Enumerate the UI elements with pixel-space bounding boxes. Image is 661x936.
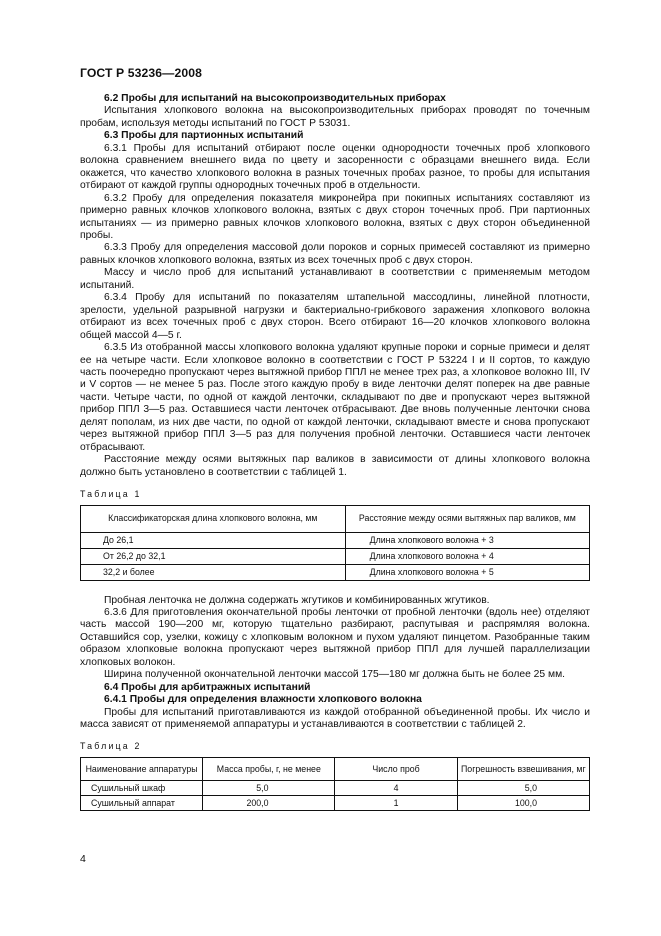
table-header-row [81, 505, 590, 532]
paragraph-6-3-6: 6.3.6 Для приготовления окончательной пробы ленточки от пробной ленточки (вдоль нее) отделяют часть массой 190—200 мг, которую тщательно разбирают, распутывая и распрямляя волокна. Оставшийся сор, узелки, кожицу с хлопковым волокном и пухом удаляют пинцетом. Разобранные таким образом хлопковые волокна пропускают через вытяжной прибор ППЛ для лучшей параллелизации хлопковых волокон. [80, 606, 590, 668]
paragraph: Испытания хлопкового волокна на высокопроизводительных приборах проводят по точечным пробам, используя методы испытаний по ГОСТ Р 53031. [80, 105, 590, 129]
paragraph-6-3-4: 6.3.4 Пробу для испытаний по показателям штапельной массодлины, линейной плотности, зрелости, удельной разрывной нагрузки и бактериально-грибкового заражения хлопкового волокна отбирают из всех точечных проб с двух сторон. Всего отбирают 16—20 клочков хлопкового волокна общей массой 4—5 г. [80, 292, 590, 341]
paragraph-6-3-5: 6.3.5 Из отобранной массы хлопкового волокна удаляют крупные пороки и сорные примеси и делят ее на четыре части. Если хлопковое волокно в соответствии с ГОСТ Р 53224 I и II сортов, то каждую часть поочередно пропускают через вытяжной прибор ППЛ не менее трех раз, а хлопковое волокно III, IV и V сортов — не менее 5 раз. После этого каждую пробу в виде ленточки делят поперек на две равные части. Четыре части, по одной от каждой ленточки, складывают по две и пропускают через вытяжной прибор ППЛ 3—5 раз. Оставшиеся части ленточек отбрасывают. Две вновь полученные ленточки снова делят пополам, из них две части, по одной от каждой ленточки, складывают вместе и снова пропускают через вытяжной прибор ППЛ 3—5 раз для получения пробной ленточки. Оставшиеся части ленточек отбрасывают. [80, 342, 590, 453]
table-row [81, 795, 590, 810]
table-cell: Длина хлопкового волокна + 3 [345, 532, 589, 548]
table-1-caption: Таблица 1 [80, 489, 142, 500]
table-cell: 1 [335, 795, 457, 810]
table-2 [80, 757, 590, 811]
table-cell: 32,2 и более [81, 564, 346, 580]
table-row [81, 780, 590, 795]
table-cell: 5,0 [457, 780, 589, 795]
document-code-header: ГОСТ Р 53236—2008 [80, 66, 202, 80]
table-header-cell: Масса пробы, г, не менее [203, 757, 335, 780]
paragraph-6-3-1: 6.3.1 Пробы для испытаний отбирают после оценки однородности точечных проб хлопкового волокна сравнением внешнего вида по цвету и засоренности с образцами внешнего вида. Если окажется, что качество хлопкового волокна в разных точечных пробах разное, то пробы для испытания отбирают от каждой группы однородных точечных проб в отдельности. [80, 142, 590, 192]
table-2-caption: Таблица 2 [80, 741, 142, 752]
table-header-cell: Классификаторская длина хлопкового волокна, мм [81, 505, 346, 532]
table-cell: Сушильный шкаф [81, 780, 203, 795]
paragraph: Пробы для испытаний приготавливаются из каждой отобранной объединенной пробы. Их число и масса зависят от применяемой аппаратуры и устанавливаются в соответствии с таблицей 2. [80, 706, 590, 731]
page-number: 4 [80, 853, 86, 865]
table-row [81, 548, 590, 564]
table-cell: 100,0 [457, 795, 589, 810]
paragraph: Массу и число проб для испытаний устанавливают в соответствии с применяемым методом испытаний. [80, 267, 590, 291]
paragraph: Пробная ленточка не должна содержать жгутиков и комбинированных жгутиков. [104, 594, 490, 606]
table-cell: 5,0 [203, 780, 335, 795]
paragraph: Расстояние между осями вытяжных пар валиков в зависимости от длины хлопкового волокна должно быть установлено в соответствии с таблицей 1. [80, 454, 590, 478]
section-6-4-heading: 6.4 Пробы для арбитражных испытаний [104, 681, 311, 693]
table-1 [80, 505, 590, 581]
table-row [81, 532, 590, 548]
paragraph-6-3-3: 6.3.3 Пробу для определения массовой доли пороков и сорных примесей составляют из примерно равных клочков хлопкового волокна, взятых из всех точечных проб с двух сторон. [80, 242, 590, 266]
table-cell: 4 [335, 780, 457, 795]
table-header-cell: Число проб [335, 757, 457, 780]
paragraph-6-3-2: 6.3.2 Пробу для определения показателя микронейра при покипных испытаниях составляют из примерно равных клочков хлопкового волокна, взятых с двух сторон точечных проб. При партионных испытаниях — из примерно равных клочков хлопкового волокна, взятых с двух сторон объединенной пробы. [80, 192, 590, 241]
table-cell: От 26,2 до 32,1 [81, 548, 346, 564]
section-6-3-heading: 6.3 Пробы для партионных испытаний [104, 130, 304, 142]
table-cell: Длина хлопкового волокна + 5 [345, 564, 589, 580]
table-cell: Сушильный аппарат [81, 795, 203, 810]
table-header-row [81, 757, 590, 780]
table-row [81, 564, 590, 580]
table-cell: 200,0 [203, 795, 335, 810]
table-cell: До 26,1 [81, 532, 346, 548]
table-header-cell: Наименование аппаратуры [81, 757, 203, 780]
section-6-4-1-heading: 6.4.1 Пробы для определения влажности хлопкового волокна [104, 694, 422, 706]
paragraph: Ширина полученной окончательной ленточки массой 175—180 мг должна быть не более 25 мм. [104, 669, 566, 681]
table-header-cell: Расстояние между осями вытяжных пар валиков, мм [345, 505, 589, 532]
document-body [80, 93, 590, 811]
section-6-2-heading: 6.2 Пробы для испытаний на высокопроизводительных приборах [104, 93, 446, 104]
table-cell: Длина хлопкового волокна + 4 [345, 548, 589, 564]
table-header-cell: Погрешность взвешивания, мг [457, 757, 589, 780]
